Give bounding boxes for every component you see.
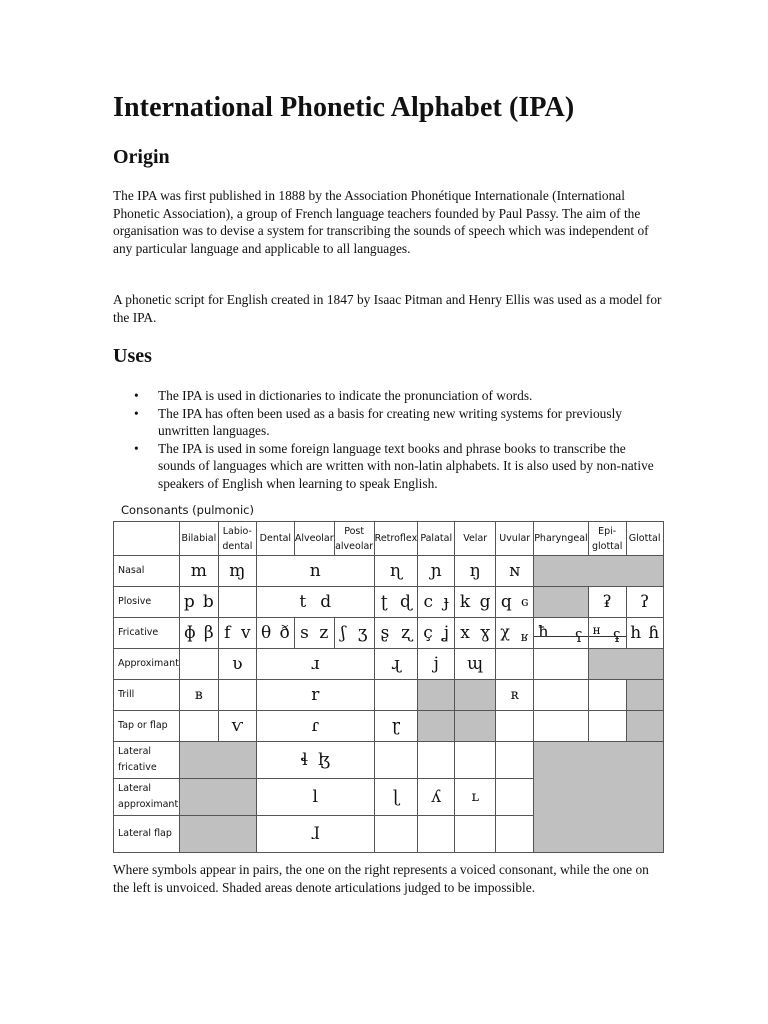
- empty-cell: [496, 649, 534, 680]
- ipa-symbol: ð: [279, 623, 290, 643]
- list-item: • The IPA is used in dictionaries to indicate the pronunciation of words.: [158, 387, 658, 405]
- impossible-area: [534, 587, 588, 618]
- uses-list: [113, 387, 658, 492]
- ipa-symbol: t: [299, 592, 307, 612]
- col-header-postalveolar: Post alveolar: [334, 522, 374, 556]
- table-row: [114, 649, 664, 680]
- ipa-symbol: v: [240, 623, 251, 643]
- ipa-symbol: ɾ: [256, 711, 374, 742]
- list-item: • The IPA has often been used as a basis for creating new writing systems for previously unwritten languages.: [158, 405, 658, 440]
- ipa-symbol: ʟ: [455, 779, 496, 816]
- impossible-area: [534, 556, 663, 587]
- ipa-symbol: β: [203, 623, 214, 643]
- col-header-bilabial: Bilabial: [179, 522, 218, 556]
- row-label-nasal: Nasal: [114, 556, 180, 587]
- ipa-symbol: χ: [500, 622, 510, 641]
- impossible-area: [626, 680, 663, 711]
- ipa-symbol: ɹ: [256, 649, 374, 680]
- ipa-symbol: h: [630, 623, 642, 643]
- row-label-lateral-approximant: Lateral approximant: [114, 779, 180, 816]
- ipa-consonant-table: [113, 521, 664, 853]
- ipa-symbol: ɮ: [318, 750, 331, 770]
- ipa-symbol: ɟ: [443, 592, 449, 612]
- ipa-symbol: q: [500, 592, 512, 612]
- empty-cell: [496, 742, 534, 779]
- ipa-symbol: s: [300, 623, 309, 643]
- ipa-symbol: ɬ: [300, 750, 309, 770]
- ipa-symbol: ʒ: [357, 623, 368, 643]
- footer-note: Where symbols appear in pairs, the one on the right represents a voiced consonant, while the one on the left is unvoiced. Shaded areas denote articulations judged to be impossible.: [113, 862, 649, 895]
- ipa-symbol: ʀ: [496, 680, 534, 711]
- col-header-velar: Velar: [455, 522, 496, 556]
- ipa-symbol: ʕ: [574, 628, 583, 646]
- ipa-symbol: m: [179, 556, 218, 587]
- empty-cell: [588, 711, 626, 742]
- ipa-symbol: ʙ: [179, 680, 218, 711]
- ipa-symbol: ɺ: [256, 816, 374, 853]
- ipa-symbol: ɴ: [496, 556, 534, 587]
- row-label-fricative: Fricative: [114, 618, 180, 649]
- ipa-symbol: ʔ: [626, 587, 663, 618]
- row-label-tap-or-flap: Tap or flap: [114, 711, 180, 742]
- col-header-uvular: Uvular: [496, 522, 534, 556]
- empty-cell: [496, 711, 534, 742]
- row-label-plosive: Plosive: [114, 587, 180, 618]
- table-row: [114, 711, 664, 742]
- origin-paragraph-2: A phonetic script for English created in 1847 by Isaac Pitman and Henry Ellis was used as a model for the IPA.: [113, 292, 662, 325]
- impossible-area: [418, 680, 455, 711]
- ipa-symbol: ʡ: [588, 587, 626, 618]
- ipa-symbol: r: [256, 680, 374, 711]
- ipa-symbol: ɖ: [400, 592, 412, 612]
- ipa-symbol: ɽ: [374, 711, 418, 742]
- origin-heading: Origin: [113, 146, 170, 168]
- origin-paragraph-1: The IPA was first published in 1888 by the Association Phonétique Internationale (International Phonetic Association), a group of French language teachers founded by Paul Passy. The aim of the organisation was to devise a system for transcribing the sounds of speech which was independent of any particular language and applicable to all languages.: [113, 188, 649, 256]
- ipa-symbol: ɲ: [418, 556, 455, 587]
- empty-cell: [496, 816, 534, 853]
- table-row: [114, 556, 664, 587]
- ipa-symbol: ʂ: [380, 623, 390, 643]
- ipa-symbol: ʜ: [592, 623, 601, 637]
- ipa-symbol: n: [256, 556, 374, 587]
- ipa-symbol: ʃ: [340, 623, 346, 643]
- ipa-symbol: c: [423, 592, 433, 612]
- col-header-dental: Dental: [256, 522, 294, 556]
- empty-cell: [179, 711, 218, 742]
- empty-cell: [374, 680, 418, 711]
- empty-cell: [455, 816, 496, 853]
- ipa-symbol: f: [224, 623, 231, 643]
- ipa-symbol: ɱ: [218, 556, 256, 587]
- empty-cell: [534, 711, 588, 742]
- ipa-symbol: p: [183, 592, 195, 612]
- empty-cell: [496, 779, 534, 816]
- ipa-symbol: ɣ: [479, 623, 491, 643]
- ipa-symbol: ʋ: [218, 649, 256, 680]
- ipa-symbol: ç: [423, 623, 433, 643]
- corner-cell: [114, 522, 180, 556]
- impossible-area: [626, 711, 663, 742]
- impossible-area: [455, 711, 496, 742]
- ipa-symbol: ʁ: [520, 630, 529, 645]
- col-header-glottal: Glottal: [626, 522, 663, 556]
- col-header-palatal: Palatal: [418, 522, 455, 556]
- ipa-symbol: ɢ: [521, 594, 529, 610]
- ipa-symbol: ⱱ: [218, 711, 256, 742]
- impossible-area: [534, 742, 663, 853]
- row-label-trill: Trill: [114, 680, 180, 711]
- table-row: [114, 587, 664, 618]
- ipa-symbol: ħ: [538, 622, 549, 641]
- ipa-symbol: ʐ: [401, 623, 412, 643]
- impossible-area: [418, 711, 455, 742]
- ipa-symbol: ʈ: [380, 592, 388, 612]
- ipa-symbol: z: [319, 623, 329, 643]
- row-label-lateral-flap: Lateral flap: [114, 816, 180, 853]
- ipa-symbol: ɦ: [648, 623, 660, 643]
- table-caption: Consonants (pulmonic): [121, 503, 254, 517]
- ipa-symbol: x: [460, 623, 470, 643]
- empty-cell: [418, 742, 455, 779]
- ipa-symbol: d: [320, 592, 332, 612]
- col-header-alveolar: Alveolar: [294, 522, 334, 556]
- uses-heading: Uses: [113, 345, 152, 367]
- empty-cell: [455, 742, 496, 779]
- ipa-symbol: θ: [260, 623, 272, 643]
- empty-cell: [218, 680, 256, 711]
- empty-cell: [418, 816, 455, 853]
- empty-cell: [374, 816, 418, 853]
- ipa-symbol: ɰ: [455, 649, 496, 680]
- ipa-symbol: ɳ: [374, 556, 418, 587]
- header-row: [114, 522, 664, 556]
- ipa-symbol: ɸ: [183, 623, 196, 643]
- col-header-retroflex: Retroflex: [374, 522, 418, 556]
- impossible-area: [179, 742, 256, 779]
- row-label-lateral-fricative: Lateral fricative: [114, 742, 180, 779]
- col-header-pharyngeal: Pharyngeal: [534, 522, 588, 556]
- page-title: International Phonetic Alphabet (IPA): [113, 92, 575, 123]
- impossible-area: [179, 816, 256, 853]
- ipa-symbol: g: [479, 592, 491, 612]
- empty-cell: [534, 649, 588, 680]
- table-row: [114, 618, 664, 649]
- table-row: [114, 742, 664, 779]
- ipa-symbol: ʢ: [612, 628, 621, 646]
- col-header-labiodental: Labio-dental: [218, 522, 256, 556]
- ipa-symbol: ɻ: [374, 649, 418, 680]
- ipa-symbol: ŋ: [455, 556, 496, 587]
- ipa-symbol: ʎ: [418, 779, 455, 816]
- empty-cell: [218, 587, 256, 618]
- empty-cell: [179, 649, 218, 680]
- empty-cell: [374, 742, 418, 779]
- row-label-approximant: Approximant: [114, 649, 180, 680]
- impossible-area: [588, 649, 663, 680]
- impossible-area: [179, 779, 256, 816]
- table-row: [114, 680, 664, 711]
- ipa-symbol: j: [418, 649, 455, 680]
- ipa-symbol: ɭ: [374, 779, 418, 816]
- empty-cell: [534, 680, 588, 711]
- ipa-symbol: ʝ: [442, 623, 450, 643]
- impossible-area: [455, 680, 496, 711]
- ipa-symbol: l: [256, 779, 374, 816]
- empty-cell: [588, 680, 626, 711]
- ipa-symbol: b: [202, 592, 214, 612]
- ipa-symbol: k: [459, 592, 471, 612]
- col-header-epiglottal: Epi-glottal: [588, 522, 626, 556]
- list-item: • The IPA is used in some foreign language text books and phrase books to transcribe the sounds of languages which are written with non-latin alphabets. It is also used by non-native speakers of English when learning to speak English.: [158, 440, 658, 493]
